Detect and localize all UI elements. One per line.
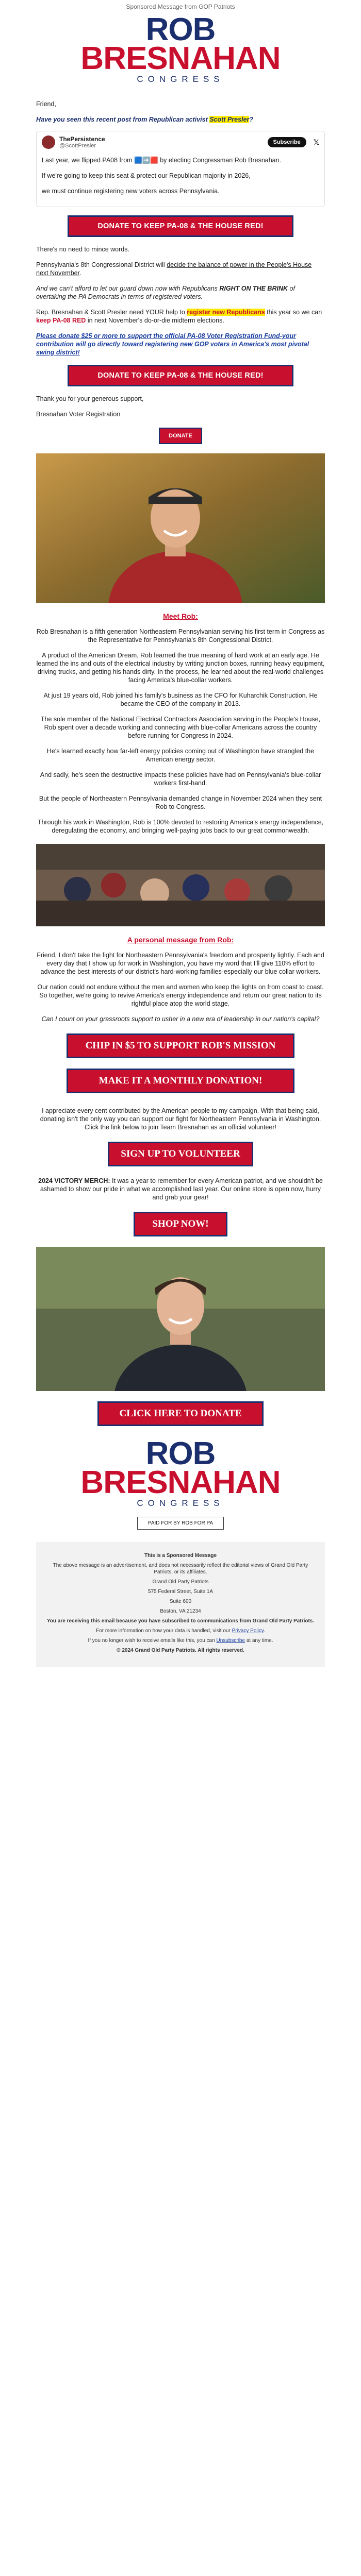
meet-rob-heading: Meet Rob: — [163, 612, 198, 620]
donate-keep-red-button-2[interactable]: DONATE TO KEEP PA-08 & THE HOUSE RED! — [68, 365, 293, 386]
email-body — [36, 0, 325, 1667]
thanks-line: Thank you for your generous support, — [36, 395, 144, 402]
personal-p3: Can I count on your grassroots support to usher in a new era of leadership in our nation's capital? — [41, 1015, 320, 1023]
volunteer-button[interactable]: SIGN UP TO VOLUNTEER — [108, 1142, 253, 1166]
meet-p4: The sole member of the National Electrical Contractors Association serving in the People's House, Rob spent over a decade working and connecting with blue-collar Americans across the country before running for Congress in 2024. — [40, 716, 321, 739]
monthly-donation-button[interactable]: MAKE IT A MONTHLY DONATION! — [67, 1069, 294, 1093]
embedded-post[interactable] — [36, 131, 325, 207]
logo-last-name: BRESNAHAN — [80, 41, 281, 76]
paid-for-disclaimer: PAID FOR BY ROB FOR PA — [137, 1517, 224, 1530]
meet-p7: But the people of Northeastern Pennsylvania demanded change in November 2024 when they sent Rob to Congress. — [39, 795, 322, 810]
logo-subtitle: CONGRESS — [137, 74, 224, 84]
body-p3: And we can't afford to let our guard down now with Republicans RIGHT ON THE BRINK of overtaking the PA Democrats in terms of registered voters. — [36, 285, 295, 300]
logo-last-name-bottom: BRESNAHAN — [80, 1465, 281, 1500]
privacy-policy-link[interactable]: Privacy Policy — [232, 1628, 264, 1634]
merch-paragraph: 2024 VICTORY MERCH: It was a year to remember for every American patriot, and we shouldn't be ashamed to show our pride in what we accomplished last year. Our online store is open now, hurry and grab your gear! — [38, 1177, 323, 1201]
personal-p1: Friend, I don't take the fight for Northeastern Pennsylvania's freedom and prosperity lightly. Each and every day that I show up for work in Washington, you have my word that I'll give 110% effort to advance the best interests of our district's hard-working families-especially our blue collar workers. — [37, 952, 324, 975]
post-author-handle: @ScottPresler — [59, 143, 96, 149]
footer-subscription-note: You are receiving this email because you have subscribed to communications from Grand Old Party Patriots. — [46, 1618, 315, 1624]
logo-first-name: ROB — [145, 12, 216, 47]
meet-p3: At just 19 years old, Rob joined his family's business as the CFO for Kuharchik Construction. He became the CEO of the company in 2013. — [43, 692, 318, 707]
signoff: Bresnahan Voter Registration — [36, 411, 121, 418]
footer-address-1: 575 Federal Street, Suite 1A — [147, 1589, 214, 1595]
body-p1: There's no need to mince words. — [36, 246, 129, 253]
greeting: Friend, — [36, 100, 56, 108]
campaign-logo-bottom — [36, 1436, 325, 1509]
donate-keep-red-button-1[interactable]: DONATE TO KEEP PA-08 & THE HOUSE RED! — [68, 215, 293, 237]
logo-subtitle-bottom: CONGRESS — [137, 1498, 224, 1508]
subscribe-button[interactable]: Subscribe — [268, 137, 306, 147]
rob-portrait-photo — [36, 453, 325, 603]
footer-sponsored: This is a Sponsored Message — [144, 1553, 217, 1558]
meet-p1: Rob Bresnahan is a fifth generation Northeastern Pennsylvanian serving his first term in Congress as the Representative for Pennsylvania's 8th Congressional District. — [36, 628, 325, 643]
volunteer-paragraph: I appreciate every cent contributed by the American people to my campaign. With that being said, donating isn't the only way you can support our fight for Northeastern Pennsylvania in Washington. Click the link below to join Team Bresnahan as an official volunteer! — [40, 1107, 321, 1131]
logo-first-name-bottom: ROB — [145, 1436, 216, 1471]
donate-button[interactable]: DONATE — [159, 428, 202, 444]
email-footer — [36, 1542, 325, 1667]
shop-now-button[interactable]: SHOP NOW! — [134, 1212, 227, 1236]
campaign-logo-top — [36, 12, 325, 84]
avatar — [42, 135, 55, 149]
body-p4: Rep. Bresnahan & Scott Presler need YOUR help to register new Republicans this year so we can keep PA-08 RED in next November's do-or-die midterm elections. — [36, 309, 322, 324]
post-text-1: Last year, we flipped PA08 from 🟦➡️🟥 by electing Congressman Rob Bresnahan. — [42, 157, 282, 164]
chip-in-5-button[interactable]: CHIP IN $5 TO SUPPORT ROB'S MISSION — [67, 1033, 294, 1058]
rally-photo — [36, 844, 325, 926]
body-p2: Pennsylvania's 8th Congressional District will decide the balance of power in the People's House next November. — [36, 261, 312, 277]
post-text-3: we must continue registering new voters across Pennsylvania. — [42, 188, 220, 195]
click-here-donate-button[interactable]: CLICK HERE TO DONATE — [97, 1401, 264, 1426]
unsubscribe-link[interactable]: Unsubscribe — [216, 1638, 245, 1643]
meet-p2: A product of the American Dream, Rob learned the true meaning of hard work at an early age. He learned the ins and outs of the electrical industry by writing junction boxes, running heavy equipment, driving trucks, and getting his hands dirty. In the process, he learned about the real-world challenges facing America's blue-collar workers. — [36, 652, 325, 684]
footer-advert-note: The above message is an advertisement, and does not necessarily reflect the editorial views of Grand Old Party Patriots, or its affiliates. — [53, 1563, 308, 1575]
meet-p6: And sadly, he's seen the destructive impacts these policies have had on Pennsylvania's blue-collar workers first-hand. — [40, 771, 321, 787]
footer-org: Grand Old Party Patriots — [152, 1579, 209, 1585]
footer-address-2: Suite 600 — [169, 1599, 192, 1604]
meet-p8: Through his work in Washington, Rob is 100% devoted to restoring America's energy independence, deregulating the economy, and bringing well-paying jobs back to our great commonwealth. — [37, 819, 324, 834]
personal-message-heading: A personal message from Rob: — [127, 936, 234, 944]
footer-privacy: For more information on how your data is handled, visit our Privacy Policy. — [96, 1628, 265, 1634]
donate-link-paragraph[interactable]: Please donate $25 or more to support the official PA-08 Voter Registration Fund-your contribution will go directly toward registering new GOP voters in America's most pivotal swing district! — [36, 332, 309, 356]
x-logo-icon: 𝕏 — [313, 138, 319, 146]
rob-outdoor-photo — [36, 1247, 325, 1391]
intro-line: Have you seen this recent post from Republican activist Scott Presler? — [36, 116, 253, 123]
footer-address-3: Boston, VA 21234 — [160, 1608, 201, 1614]
footer-copyright: © 2024 Grand Old Party Patriots. All rights reserved. — [117, 1648, 244, 1653]
post-author-name: ThePersistence — [59, 135, 105, 143]
footer-unsubscribe: If you no longer wish to receive emails like this, you can Unsubscribe at any time. — [88, 1638, 273, 1643]
post-text-2: If we're going to keep this seat & protect our Republican majority in 2026, — [42, 172, 251, 179]
meet-p5: He's learned exactly how far-left energy policies coming out of Washington have strangled the American energy sector. — [46, 748, 315, 763]
personal-p2: Our nation could not endure without the men and women who keep the lights on from coast to coast. So together, we're going to revive America's energy independence and return our great nation to its rightful place atop the world stage. — [37, 984, 324, 1007]
sponsored-banner: Sponsored Message from GOP Patriots — [126, 3, 235, 10]
